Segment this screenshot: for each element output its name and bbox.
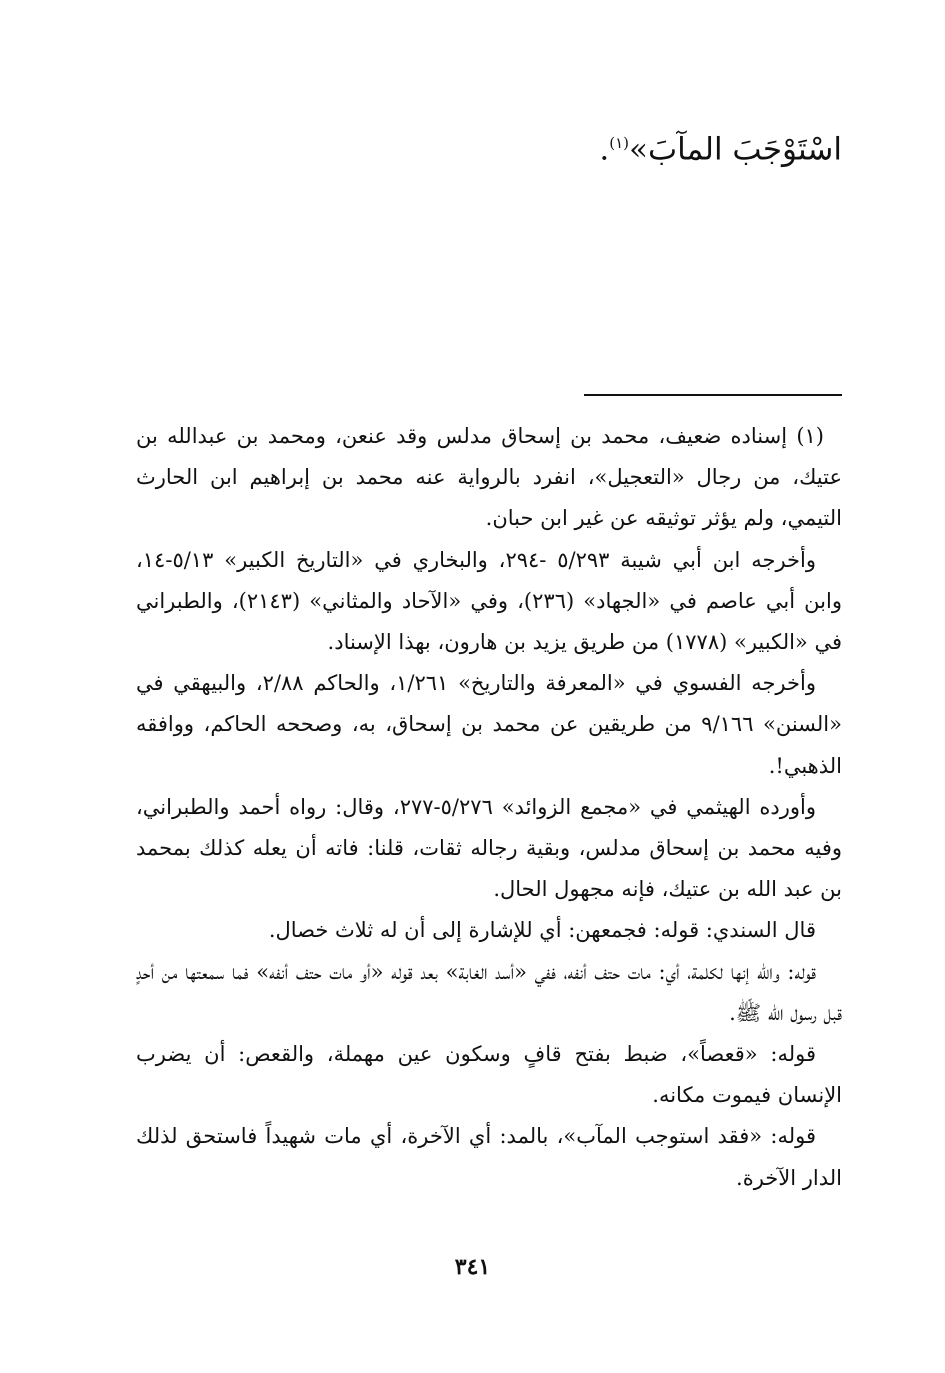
footnote-paragraph: وأخرجه ابن أبي شيبة ٥/٢٩٣ -٢٩٤، والبخاري في «التاريخ الكبير» ٥/١٣-١٤، وابن أبي عاصم في «الجهاد» (٢٣٦)، وفي «الآحاد والمثاني» (٢١٤٣)، والطبراني في «الكبير» (١٧٧٨) من طريق يزيد بن هارون، بهذا الإسناد. (136, 547, 842, 655)
footnote-paragraph: قوله: «قعصاً»، ضبط بفتح قافٍ وسكون عين مهملة، والقعص: أن يضرب الإنسان فيموت مكانه. (136, 1042, 842, 1108)
footnote-paragraph: (١) إسناده ضعيف، محمد بن إسحاق مدلس وقد عنعن، ومحمد بن عبدالله بن عتيك، من رجال «التعجيل»، انفرد بالرواية عنه محمد بن إبراهيم ابن الحارث التيمي، ولم يؤثر توثيقه عن غير ابن حبان. (136, 424, 842, 531)
footnote-paragraph: وأخرجه الفسوي في «المعرفة والتاريخ» ١/٢٦١، والحاكم ٢/٨٨، والبيهقي في «السنن» ٩/١٦٦ من طريقين عن محمد بن إسحاق، به، وصححه الحاكم، ووافقه الذهبي!. (136, 671, 842, 778)
footnote-reference: (١) (609, 134, 629, 152)
main-text: اسْتَوْجَبَ المآبَ» (629, 131, 842, 168)
footnote-separator (584, 394, 842, 396)
main-text-period: . (599, 131, 610, 168)
footnotes-section (136, 416, 842, 1199)
footnote-paragraph: قوله: «فقد استوجب المآب»، بالمد: أي الآخرة، أي مات شهيداً فاستحق لذلك الدار الآخرة. (136, 1124, 842, 1190)
page-number: ٣٤١ (454, 1254, 491, 1280)
main-text-line (103, 118, 842, 174)
footnote-paragraph: قوله: والله إنها لكلمة، أي: مات حتف أنفه، ففي «أسد الغابة» بعد قوله «أو مات حتف أنفه» فما سمعتها من أحدٍ قبل رسول الله ﷺ. (136, 959, 842, 1025)
footnote-paragraph: وأورده الهيثمي في «مجمع الزوائد» ٥/٢٧٦-٢٧٧، وقال: رواه أحمد والطبراني، وفيه محمد بن إسحاق مدلس، وبقية رجاله ثقات، قلنا: فاته أن يعله كذلك بمحمد بن عبد الله بن عتيك، فإنه مجهول الحال. (136, 794, 842, 902)
footnote-paragraph: قال السندي: قوله: فجمعهن: أي للإشارة إلى أن له ثلاث خصال. (268, 918, 816, 943)
